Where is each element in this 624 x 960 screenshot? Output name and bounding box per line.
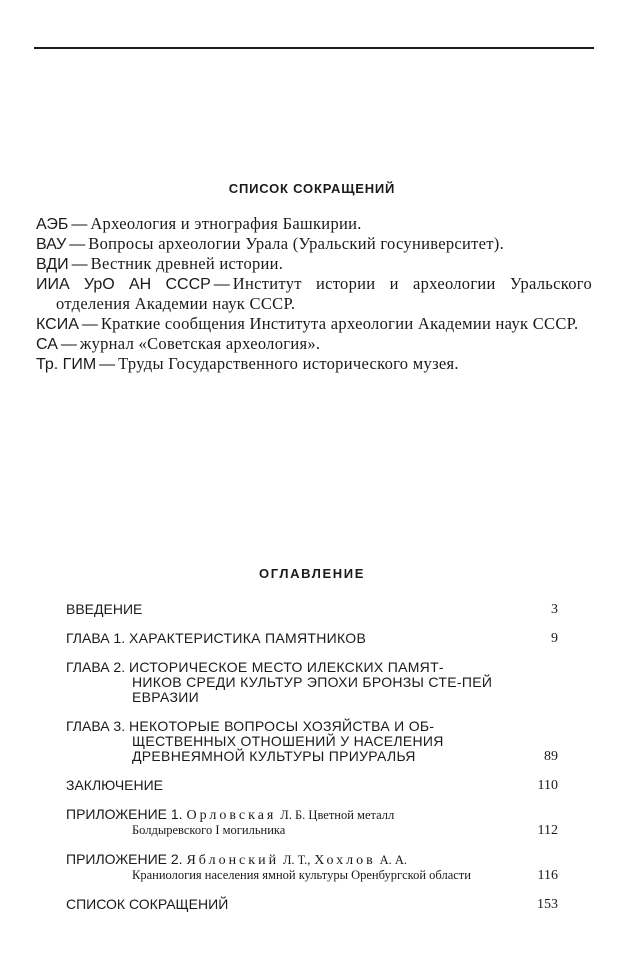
toc-page-number: 116: [537, 868, 558, 883]
abbreviation-item: КСИА — Краткие сообщения Института археологии Академии наук СССР.: [36, 314, 579, 333]
toc-entry-author: Яблонский: [186, 853, 280, 868]
toc-entry-abbreviations[interactable]: [66, 897, 558, 912]
abbreviation-item: ВДИ — Вестник древней истории.: [36, 254, 284, 273]
toc-heading: ОГЛАВЛЕНИЕ: [259, 566, 365, 581]
table-of-contents: [66, 602, 558, 926]
header-rule: [34, 47, 594, 49]
toc-entry-prefix: ПРИЛОЖЕНИЕ 2.: [66, 851, 183, 867]
abbreviation-item: Тр. ГИМ — Труды Государственного исторического музея.: [36, 354, 459, 373]
abbreviations-list: [36, 214, 592, 374]
toc-entry-label: ВВЕДЕНИЕ: [66, 601, 143, 617]
toc-entry-chapter-2[interactable]: [66, 660, 558, 705]
abbreviation-item: ИИА УрО АН СССР — Институт истории и археологии Уральского отделения Академии наук СССР.: [36, 274, 592, 313]
toc-entry-title-continued: НИКОВ СРЕДИ КУЛЬТУР ЭПОХИ БРОНЗЫ СТЕ-ПЕЙ ЕВРАЗИИ: [132, 674, 493, 705]
toc-entry-introduction[interactable]: [66, 602, 558, 617]
toc-entry-title: ИСТОРИЧЕСКОЕ МЕСТО ИЛЕКСКИХ ПАМЯТ-: [129, 659, 444, 675]
toc-entry-title-continued: ЩЕСТВЕННЫХ ОТНОШЕНИЙ У НАСЕЛЕНИЯ ДРЕВНЕЯМНОЙ КУЛЬТУРЫ ПРИУРАЛЬЯ: [132, 733, 444, 764]
toc-entry-appendix-1[interactable]: ПРИЛОЖЕНИЕ 1. Орловская Л. Б. Цветной металл Болдыревского I могильника 112: [66, 806, 558, 838]
toc-page-number: 112: [537, 823, 558, 838]
abbreviations-heading: СПИСОК СОКРАЩЕНИЙ: [228, 181, 396, 196]
toc-entry-appendix-2[interactable]: ПРИЛОЖЕНИЕ 2. Яблонский Л. Т., Хохлов А. А. Краниология населения ямной культуры Оренбургской области 116: [66, 851, 558, 883]
toc-page-number: 153: [537, 897, 558, 912]
toc-entry-title-continued: Краниология населения ямной культуры Оренбургской области: [132, 868, 471, 882]
toc-page-number: 3: [551, 602, 558, 617]
toc-entry-chapter-3[interactable]: [66, 719, 558, 764]
toc-entry-title: НЕКОТОРЫЕ ВОПРОСЫ ХОЗЯЙСТВА И ОБ-: [129, 718, 435, 734]
toc-entry-author: Хохлов: [314, 853, 376, 868]
toc-entry-title-continued: Болдыревского I могильника: [132, 823, 286, 837]
toc-entry-conclusion[interactable]: [66, 778, 558, 793]
toc-entry-chapter-1[interactable]: [66, 631, 558, 646]
abbreviation-item: СА — журнал «Советская археология».: [36, 334, 321, 353]
toc-entry-author: Орловская: [186, 808, 277, 823]
toc-entry-prefix: ГЛАВА 1.: [66, 630, 126, 646]
toc-entry-prefix: ГЛАВА 3.: [66, 718, 126, 734]
toc-page-number: 110: [537, 778, 558, 793]
toc-entry-label: СПИСОК СОКРАЩЕНИЙ: [66, 896, 229, 912]
abbreviation-item: ВАУ — Вопросы археологии Урала (Уральский госуниверситет).: [36, 234, 504, 253]
toc-entry-label: ЗАКЛЮЧЕНИЕ: [66, 777, 163, 793]
toc-entry-prefix: ГЛАВА 2.: [66, 659, 126, 675]
toc-entry-title: ХАРАКТЕРИСТИКА ПАМЯТНИКОВ: [129, 630, 367, 646]
toc-page-number: 89: [544, 749, 558, 764]
toc-page-number: 9: [551, 631, 558, 646]
toc-entry-prefix: ПРИЛОЖЕНИЕ 1.: [66, 806, 183, 822]
abbreviation-item: АЭБ — Археология и этнография Башкирии.: [36, 214, 362, 233]
